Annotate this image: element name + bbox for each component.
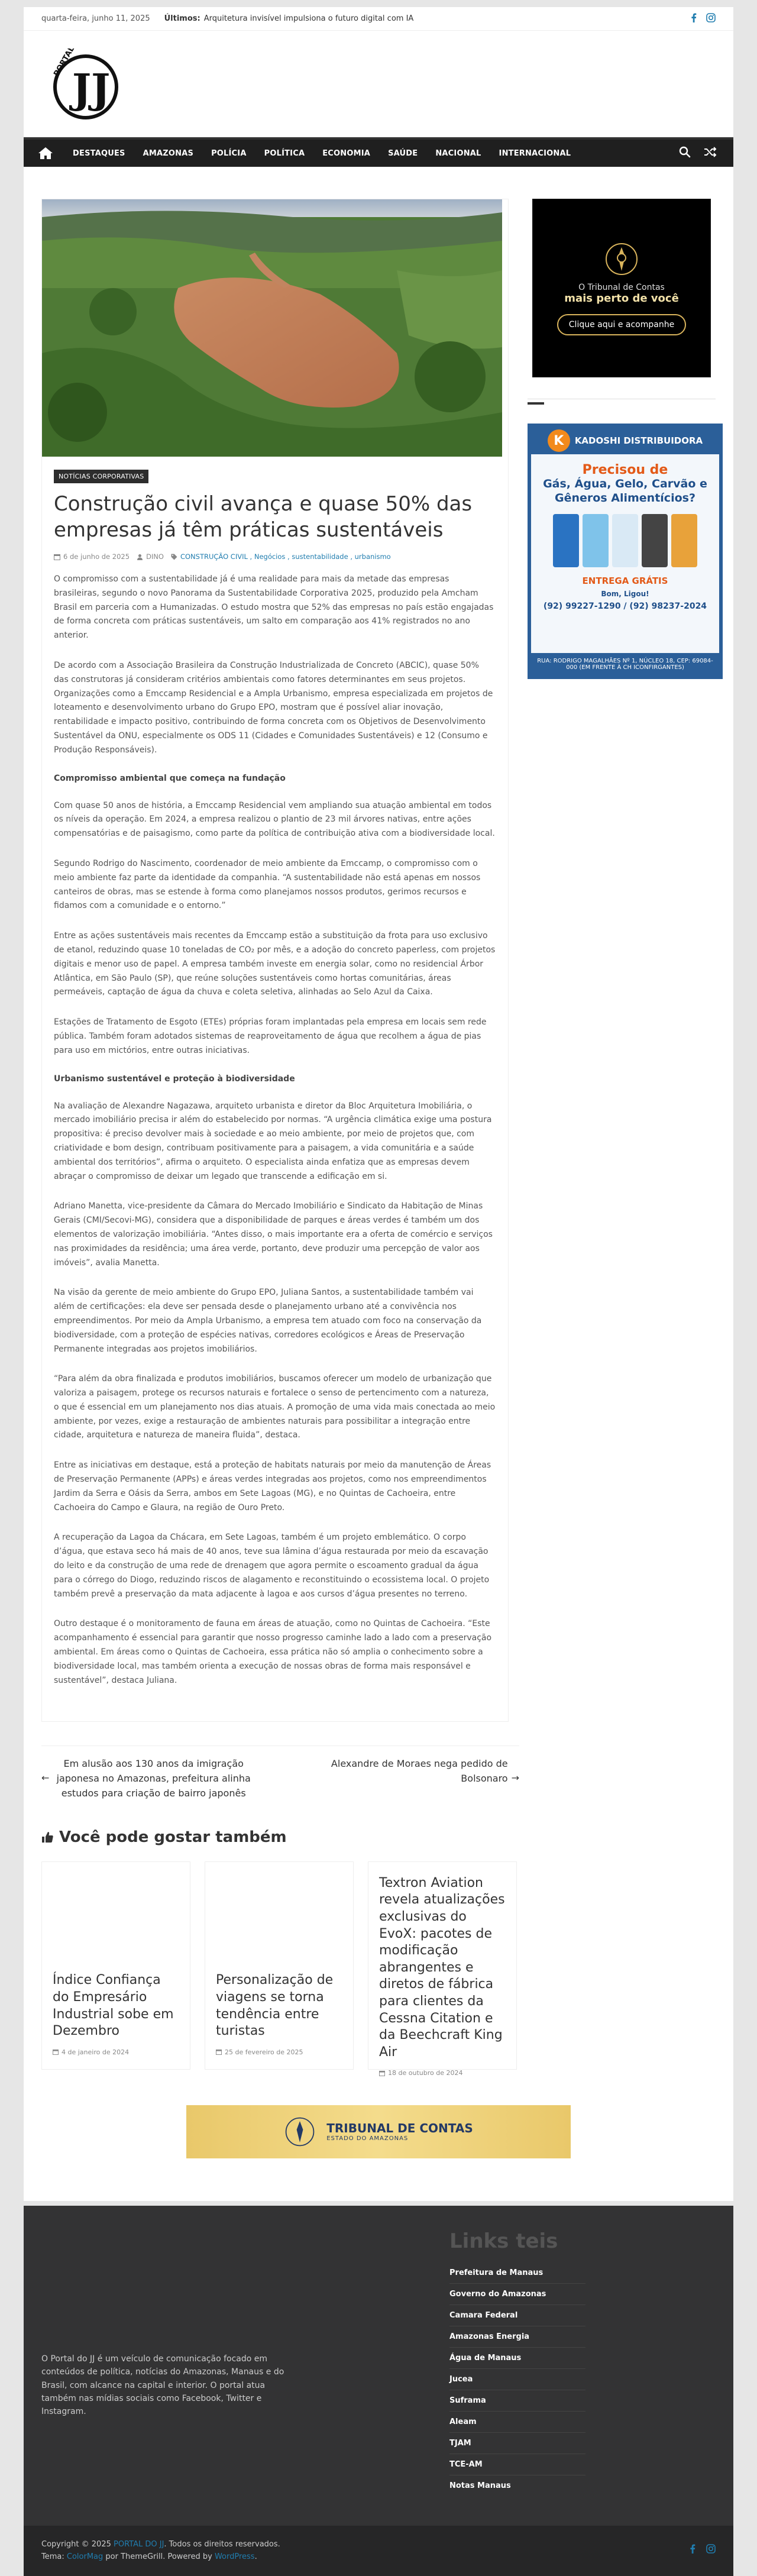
dist-delivery-sub: Bom, Ligou! — [601, 589, 649, 598]
nav-item-politica[interactable]: POLÍTICA — [264, 148, 305, 158]
arrow-left-icon: ← — [41, 1772, 50, 1784]
water-bottle-icon — [583, 514, 609, 567]
footer-link[interactable]: Jucea — [449, 2369, 585, 2390]
nav-item-amazonas[interactable]: AMAZONAS — [143, 148, 194, 158]
footer-social — [690, 2539, 716, 2564]
footer-about: O Portal do JJ é um veículo de comunicação focado em conteúdos de política, notícias do Amazonas, Manaus e do Brasil, com alcance na capital e interior. O portal atua também nas mídias sociais como Facebook, Twitter e Instagram. — [41, 2354, 284, 2417]
article-content — [54, 573, 496, 1688]
tce-emblem-icon — [284, 2116, 316, 2148]
instagram-icon[interactable] — [706, 13, 716, 25]
social-links — [691, 13, 716, 25]
calendar-icon — [379, 2070, 385, 2076]
related-posts-grid — [41, 1861, 519, 2077]
featured-image — [42, 199, 502, 457]
dist-products: Gás, Água, Gelo, Carvão e Gêneros Alimentícios? — [543, 477, 707, 505]
paragraph: Outro destaque é o monitoramento de fauna em áreas de atuação, como no Quintas de Cachoeira. “Este acompanhamento é essencial para garantir que nosso progresso caminhe lado a lado com a preservação ambiental. Em áreas como o Quintas de Cachoeira, essa prática não só amplia o conhecimento sobre a biodiversidade local, mas também orienta a execução de nossas obras de forma mais responsável e sustentável”, destaca Juliana. — [54, 1619, 492, 1685]
tce-banner-subtitle: ESTADO DO AMAZONAS — [326, 2135, 409, 2142]
footer-links — [449, 2229, 716, 2496]
dist-headline: Precisou de — [582, 463, 668, 477]
related-date-text: 4 de janeiro de 2024 — [62, 2048, 130, 2056]
previous-post-title: Em alusão aos 130 anos da imigração japonesa no Amazonas, prefeitura alinha estudos para criação de bairro japonês — [56, 1758, 251, 1799]
latest-label: Últimos: — [164, 14, 200, 23]
footer-link[interactable]: Camara Federal — [449, 2305, 585, 2326]
bottom-banner-area — [24, 2070, 733, 2158]
theme-link[interactable]: ColorMag — [66, 2552, 103, 2561]
related-post-title: Textron Aviation revela atualizações exclusivas do EvoX: pacotes de modificação abrangentes e diretos de fábrica para clientes da Cessna Citation e da Beechcraft King Air — [379, 1875, 505, 2060]
article-container — [41, 199, 509, 1722]
dist-brand: KADOSHI DISTRIBUIDORA — [574, 435, 703, 446]
gas-cylinder-icon — [553, 514, 579, 567]
nav-item-internacional[interactable]: INTERNACIONAL — [499, 148, 571, 158]
post-body — [42, 457, 508, 1721]
footer-link[interactable]: Notas Manaus — [449, 2481, 511, 2490]
page-wrapper — [24, 7, 733, 2201]
shuffle-icon[interactable] — [704, 146, 717, 160]
sidebar-divider — [528, 399, 716, 401]
footer-link[interactable]: Amazonas Energia — [449, 2326, 585, 2348]
logo-letters: JJ — [72, 66, 111, 113]
site-name-link[interactable]: PORTAL DO JJ — [114, 2539, 164, 2549]
post-date[interactable] — [54, 552, 130, 561]
paragraph: Na visão da gerente de meio ambiente do Grupo EPO, Juliana Santos, a sustentabilidade também vai além de certificações: ela deve ser pensada desde o planejamento urbano até a convivência nos empreendimentos. Por meio da Ampla Urbanismo, a empresa tem atuado com foco na conservação da biodiversidade, com a proteção de espécies nativas, corredores ecológicos e Áreas de Preservação Permanente integradas aos projetos imobiliários. — [54, 1288, 482, 1354]
copyright-prefix: Copyright © 2025 — [41, 2539, 111, 2549]
tce-emblem-icon — [604, 241, 639, 277]
theme-credit: por ThemeGrill. Powered by — [105, 2552, 212, 2561]
post-meta — [54, 552, 496, 561]
groceries-icon — [671, 514, 697, 567]
instagram-icon[interactable] — [706, 2544, 716, 2558]
dist-products-image — [553, 514, 697, 567]
next-post-title: Alexandre de Moraes nega pedido de Bolsonaro — [331, 1758, 508, 1785]
paragraph: Segundo Rodrigo do Nascimento, coordenador de meio ambiente da Emccamp, o compromisso com o meio ambiente faz parte da identidade da companhia. “A sustentabilidade não está apenas em nossos canteiros de obras, mas se estende à forma como planejamos nossos produtos, gerimos recursos e fidamos com a comunidade e o entorno.” — [54, 858, 481, 911]
post-tags[interactable] — [171, 552, 391, 561]
post-author-text: DINO — [146, 552, 164, 561]
calendar-icon — [54, 554, 60, 560]
thumbs-up-icon — [41, 1831, 53, 1843]
paragraph: Entre as ações sustentáveis mais recentes da Emccamp estão a substituição da frota para uso exclusivo de etanol, reduzindo quase 10 toneladas de CO₂ por mês, e a adoção do concreto paperless, com projetos digitais e menor uso de papel. A empresa também investe em energia solar, como no residencial Árbor Atlântica, em São Paulo (SP), que reúne soluções sustentáveis como hortas comunitárias, áreas permeáveis, captação de água da chuva e coleta seletiva, alinhadas ao Selo Azul da Caixa. — [54, 931, 496, 997]
charcoal-bag-icon — [642, 514, 668, 567]
footer-links-list — [449, 2263, 716, 2496]
related-post-title: Índice Confiança do Empresário Industrial sobe em Dezembro — [53, 1973, 174, 2039]
calendar-icon — [53, 2049, 59, 2055]
related-date-text: 18 de outubro de 2024 — [388, 2069, 463, 2077]
dist-address: RUA: RODRIGO MAGALHÃES Nº 1, NÚCLEO 18, CEP: 69084-000 (EM FRENTE À CH ICONFIRGANTES) — [531, 653, 719, 675]
wordpress-link[interactable]: WordPress — [214, 2552, 255, 2561]
paragraph: O compromisso com a sustentabilidade já é uma realidade para mais da metade das empresas brasileiras, segundo o novo Panorama da Sustentabilidade Corporativa 2025, produzido pela Amcham Brasil em parceria com a Humanizadas. O estudo mostra que 52% das empresas no país estão engajadas de forma concreta com práticas sustentáveis, um salto em comparação aos 41% registrados no ano anterior. — [54, 574, 494, 641]
post-navigation — [41, 1746, 519, 1801]
sidebar — [528, 199, 716, 1722]
calendar-icon — [216, 2049, 222, 2055]
arrow-right-icon: → — [511, 1772, 519, 1784]
post-footer-area — [24, 1722, 537, 2077]
footer-link[interactable]: Prefeitura de Manaus — [449, 2263, 585, 2284]
related-post-date — [216, 2048, 342, 2056]
post-date-text: 6 de junho de 2025 — [63, 552, 130, 561]
footer-credits — [41, 2539, 280, 2564]
site-footer — [24, 2201, 733, 2526]
logo-arc-text: PORTAL — [52, 49, 77, 78]
logo-mark — [41, 49, 130, 125]
home-icon[interactable] — [38, 147, 53, 160]
post-tags-text: CONSTRUÇÃO CIVIL , Negócios , sustentabilidade , urbanismo — [180, 552, 391, 561]
section-heading: Urbanismo sustentável e proteção à biodiversidade — [54, 1074, 295, 1084]
section-heading: Compromisso ambiental que começa na fundação — [54, 773, 286, 783]
paragraph: Estações de Tratamento de Esgoto (ETEs) próprias foram implantadas pela empresa em locais sem rede pública. Também foram adotados sistemas de reaproveitamento de água que recolhem a água de pias para uso em mictórios, entre outras iniciativas. — [54, 1017, 487, 1055]
tce-bottom-banner[interactable] — [186, 2105, 571, 2158]
related-post-card[interactable] — [368, 1861, 517, 2077]
paragraph: De acordo com a Associação Brasileira da Construção Industrializada de Concreto (ABCIC), quase 50% das construtoras já consideram critérios ambientais como fatores determinantes em seus projetos. Organizações como a Emccamp Residencial e a Ampla Urbanismo, empresa especializada em projetos de loteamento e desenvolvimento urbano do Grupo EPO, mostram que é possível aliar inovação, rentabilidade e impacto positivo, contribuindo de forma concreta com os Objetivos de Desenvolvimento Sustentável da ONU, especialmente os ODS 11 (Cidades e Comunidades Sustentáveis) e 12 (Consumo e Produção Responsáveis). — [54, 661, 493, 755]
footer-links-title: Links teis — [449, 2229, 558, 2253]
nav-item-economia[interactable]: ECONOMIA — [322, 148, 371, 158]
dist-phones: (92) 99227-1290 / (92) 98237-2024 — [543, 601, 707, 611]
facebook-icon[interactable] — [691, 13, 697, 25]
paragraph: Entre as iniciativas em destaque, está a proteção de habitats naturais por meio da manutenção de Áreas de Preservação Permanente (APPs) e áreas verdes integradas aos projetos, como nos empreendimentos Jardim da Serra e Oásis da Serra, ambos em Sete Lagoas (MG), e no Quintas de Cachoeira, entre Cachoeira do Campo e Glaura, na região de Ouro Preto. — [54, 1460, 491, 1512]
nav-item-nacional[interactable]: NACIONAL — [435, 148, 481, 158]
paragraph: A recuperação da Lagoa da Chácara, em Sete Lagoas, também é um projeto emblemático. O corpo d’água, que estava seco há mais de 40 anos, teve sua lâmina d’água restaurada por meio da escavação do leito e da construção de uma rede de drenagem que agora permite o escoamento gradual da água para o córrego do Diogo, reduzindo riscos de alagamento e reconstituindo o ecossistema local. O projeto também prevê a preservação da mata adjacente à lagoa e aos cursos d’água presentes no terreno. — [54, 1533, 490, 1599]
top-bar — [24, 7, 733, 31]
related-posts-heading — [41, 1828, 519, 1846]
footer-bottom-bar — [24, 2526, 733, 2576]
tce-ad-line2: mais perto de você — [564, 292, 679, 305]
tce-banner-title: TRIBUNAL DE CONTAS — [326, 2121, 473, 2136]
copyright-suffix: . Todos os direitos reservados. — [164, 2539, 280, 2549]
user-icon — [137, 554, 143, 560]
paragraph: Com quase 50 anos de história, a Emccamp Residencial vem ampliando sua atuação ambiental em todos os níveis da operação. Em 2024, a empresa realizou o plantio de 23 mil árvores nativas, entre ações compensatórias e de paisagismo, como parte da política de contribuição ativa com a biodiversidade local. — [54, 800, 495, 839]
post-title: Construção civil avança e quase 50% das empresas já têm práticas sustentáveis — [54, 492, 473, 542]
theme-period: . — [254, 2552, 257, 2561]
tce-ad-line1: O Tribunal de Contas — [578, 282, 665, 292]
main-area — [24, 167, 733, 1722]
related-post-title: Personalização de viagens se torna tendência entre turistas — [216, 1973, 334, 2039]
latest-news-link[interactable]: Arquitetura invisível impulsiona o futuro digital com IA — [203, 14, 414, 23]
distribuidora-sidebar-ad[interactable] — [528, 424, 723, 679]
tag-icon — [171, 554, 177, 560]
related-post-date — [379, 2069, 506, 2077]
theme-line — [41, 2551, 280, 2564]
sidebar-divider-accent — [528, 402, 544, 405]
category-badge[interactable]: NOTÍCIAS CORPORATIVAS — [54, 470, 148, 483]
footer-spacer — [24, 2158, 733, 2201]
footer-link[interactable]: Água de Manaus — [449, 2348, 585, 2369]
paragraph: Na avaliação de Alexandre Nagazawa, arquiteto urbanista e diretor da Bloc Arquitetura Imobiliária, o mercado imobiliário precisa ir além do estabelecido por normas. “A urgência climática exige uma postura propositiva: é preciso devolver mais à sociedade e ao meio ambiente, por meio de projetos que, com criatividade e bom design, contribuam positivamente para a paisagem, a vida comunitária e a saúde ambiental dos territórios”, afirma o arquiteto. O especialista ainda enfatiza que as empresas devem abraçar o compromisso de deixar um legado que transcende a edificação em si. — [54, 1101, 492, 1181]
site-header — [24, 31, 733, 137]
related-post-card[interactable] — [41, 1861, 190, 2070]
post-author[interactable] — [137, 552, 164, 561]
related-post-card[interactable] — [205, 1861, 354, 2070]
tce-banner-text — [326, 2121, 473, 2142]
footer-link[interactable]: TCE-AM — [449, 2454, 585, 2475]
paragraph: “Para além da obra finalizada e produtos imobiliários, buscamos oferecer um modelo de urbanização que valoriza a paisagem, protege os recursos naturais e fortalece o senso de pertencimento com a natureza, o que é essencial em um planejamento nos dias atuais. A promoção de uma vida mais conectada ao meio ambiente, por vezes, exige a restauração de ambientes naturais para possibilitar a integração entre cidade, arquitetura e natureza de maneira fluida”, destaca. — [54, 1374, 496, 1440]
footer-link[interactable]: TJAM — [449, 2433, 585, 2454]
paragraph: Adriano Manetta, vice-presidente da Câmara do Mercado Imobiliário e Sindicato da Habitação de Minas Gerais (CMI/Secovi-MG), considera que a disponibilidade de parques e áreas verdes é também um dos elementos de valorização imobiliária. “Antes disso, o mais importante era a oferta de comércio e serviços nas proximidades da residência; uma área verde, portanto, deve produzir uma percepção de valor aos imóveis”, avalia Manetta. — [54, 1201, 493, 1268]
nav-item-saude[interactable]: SAÚDE — [388, 148, 418, 158]
dist-logo-icon: K — [548, 429, 570, 452]
ice-bag-icon — [612, 514, 638, 567]
search-icon[interactable] — [679, 146, 691, 160]
footer-link[interactable]: Governo do Amazonas — [449, 2284, 585, 2305]
footer-link[interactable]: Aleam — [449, 2412, 585, 2433]
previous-post-link[interactable] — [41, 1757, 254, 1801]
tce-sidebar-ad[interactable] — [532, 199, 711, 377]
related-heading-text: Você pode gostar também — [59, 1828, 287, 1846]
nav-item-destaques[interactable]: DESTAQUES — [73, 148, 125, 158]
next-post-link[interactable] — [306, 1757, 519, 1801]
related-post-date — [53, 2048, 179, 2056]
footer-link[interactable]: Suframa — [449, 2390, 585, 2412]
nav-actions — [679, 146, 733, 160]
current-date: quarta-feira, junho 11, 2025 — [41, 14, 150, 23]
tce-ad-cta: Clique aqui e acompanhe — [557, 314, 686, 335]
main-navigation — [24, 137, 733, 167]
site-logo[interactable] — [41, 49, 130, 128]
copyright-line — [41, 2539, 280, 2551]
facebook-icon[interactable] — [690, 2544, 695, 2558]
dist-delivery: ENTREGA GRÁTIS — [582, 575, 668, 586]
dist-ad-header — [531, 427, 719, 454]
related-date-text: 25 de fevereiro de 2025 — [225, 2048, 303, 2056]
theme-prefix: Tema: — [41, 2552, 64, 2561]
nav-item-policia[interactable]: POLÍCIA — [211, 148, 247, 158]
